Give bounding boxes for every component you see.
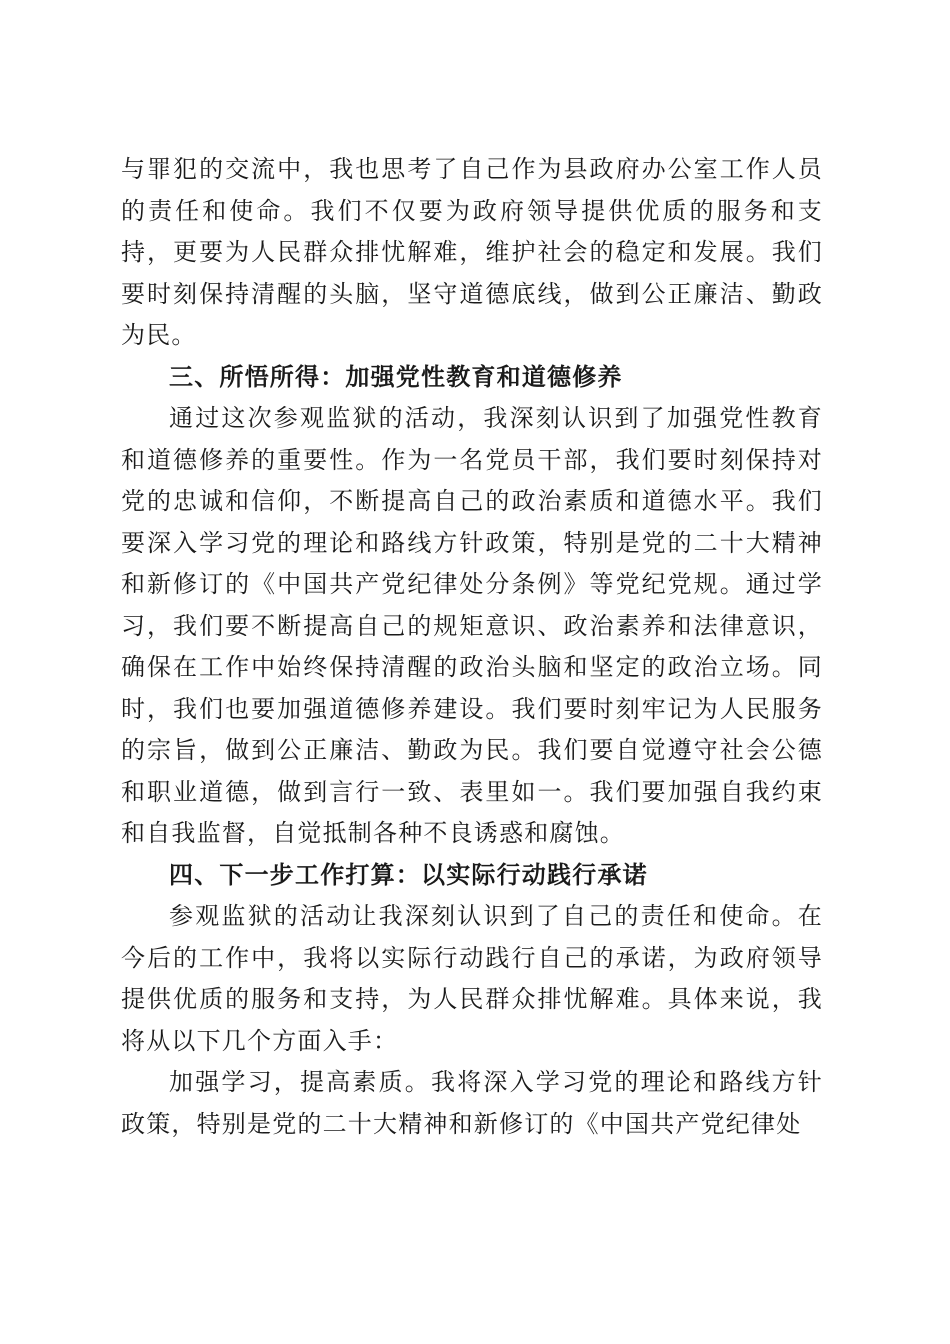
paragraph-study: 加强学习，提高素质。我将深入学习党的理论和路线方针政策，特别是党的二十大精神和新修订的《中国共产党纪律处	[121, 1068, 823, 1138]
section-heading-3: 三、所悟所得：加强党性教育和道德修养	[169, 362, 623, 391]
paragraph-continuation: 与罪犯的交流中，我也思考了自己作为县政府办公室工作人员的责任和使命。我们不仅要为政府领导提供优质的服务和支持，更要为人民群众排忧解难，维护社会的稳定和发展。我们要时刻保持清醒的头脑，坚守道德底线，做到公正廉洁、勤政为民。	[121, 155, 823, 349]
section-heading-4: 四、下一步工作打算：以实际行动践行承诺	[169, 860, 648, 889]
paragraph-party-education: 通过这次参观监狱的活动，我深刻认识到了加强党性教育和道德修养的重要性。作为一名党员干部，我们要时刻保持对党的忠诚和信仰，不断提高自己的政治素质和道德水平。我们要深入学习党的理论和路线方针政策，特别是党的二十大精神和新修订的《中国共产党纪律处分条例》等党纪党规。通过学习，我们要不断提高自己的规矩意识、政治素养和法律意识，确保在工作中始终保持清醒的政治头脑和坚定的政治立场。同时，我们也要加强道德修养建设。我们要时刻牢记为人民服务的宗旨，做到公正廉洁、勤政为民。我们要自觉遵守社会公德和职业道德，做到言行一致、表里如一。我们要加强自我约束和自我监督，自觉抵制各种不良诱惑和腐蚀。	[121, 404, 823, 847]
document-body	[121, 149, 823, 1145]
paragraph-next-steps: 参观监狱的活动让我深刻认识到了自己的责任和使命。在今后的工作中，我将以实际行动践行自己的承诺，为政府领导提供优质的服务和支持，为人民群众排忧解难。具体来说，我将从以下几个方面入手：	[121, 902, 823, 1055]
